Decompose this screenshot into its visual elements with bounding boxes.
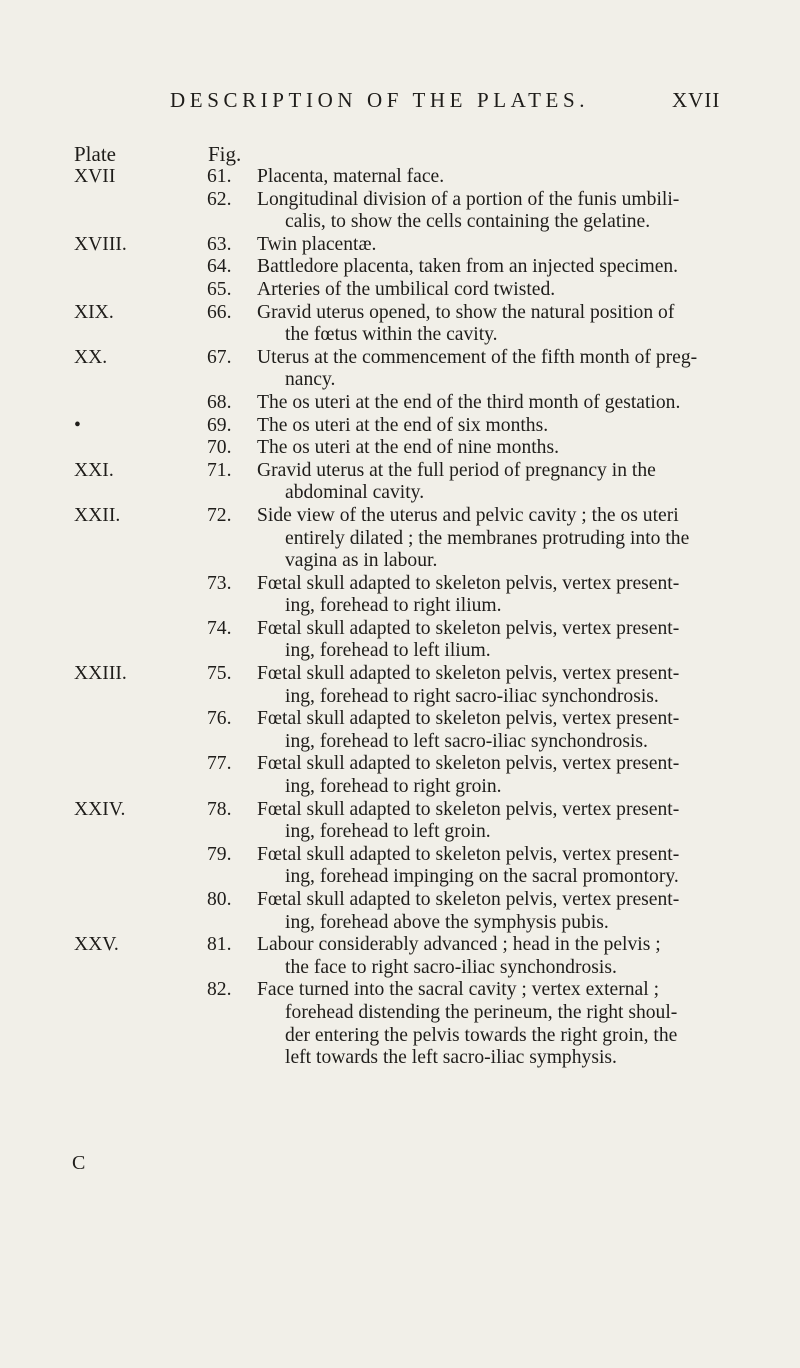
- plate-number: XXIV.: [74, 798, 126, 820]
- description-line: Fœtal skull adapted to skeleton pelvis, vertex present-: [257, 617, 680, 639]
- figure-number: 82.: [207, 979, 232, 1001]
- figure-number: 63.: [207, 233, 232, 255]
- list-item: [0, 234, 800, 257]
- figure-description: [257, 279, 715, 302]
- description-line: Gravid uterus opened, to show the natural position of: [257, 301, 675, 323]
- figure-number: 62.: [207, 188, 232, 210]
- figure-description: [257, 460, 715, 505]
- list-item: [0, 279, 800, 302]
- description-continuation: nancy.: [285, 369, 336, 391]
- figure-description: [257, 437, 715, 460]
- running-title: DESCRIPTION OF THE PLATES.: [170, 88, 590, 112]
- list-item: [0, 505, 800, 573]
- description-line: Fœtal skull adapted to skeleton pelvis, vertex present-: [257, 843, 680, 865]
- description-line: The os uteri at the end of six months.: [257, 414, 549, 436]
- list-item: [0, 347, 800, 392]
- figure-description: [257, 505, 715, 573]
- plate-number: XX.: [74, 346, 108, 368]
- list-item: [0, 799, 800, 844]
- list-item: [0, 844, 800, 889]
- description-continuation: ing, forehead impinging on the sacral promontory.: [285, 866, 679, 888]
- plate-number: XXV.: [74, 934, 119, 956]
- list-item: [0, 663, 800, 708]
- description-line: The os uteri at the end of nine months.: [257, 437, 560, 459]
- description-line: The os uteri at the end of the third month of gestation.: [257, 391, 681, 413]
- description-line: Face turned into the sacral cavity ; vertex external ;: [257, 979, 660, 1001]
- description-line: Battledore placenta, taken from an injected specimen.: [257, 256, 679, 278]
- signature-mark: C: [72, 1152, 86, 1174]
- figure-number: 69.: [207, 414, 232, 436]
- description-continuation: abdominal cavity.: [285, 482, 425, 504]
- figure-number: 77.: [207, 753, 232, 775]
- description-continuation: calis, to show the cells containing the gelatine.: [285, 211, 651, 233]
- figure-description: [257, 189, 715, 234]
- list-item: [0, 415, 800, 438]
- figure-description: [257, 166, 715, 189]
- description-line: Placenta, maternal face.: [257, 166, 445, 187]
- page-number: XVII: [672, 88, 721, 112]
- figure-number: 75.: [207, 663, 232, 685]
- figure-number: 78.: [207, 798, 232, 820]
- figure-description: [257, 889, 715, 934]
- list-item: [0, 256, 800, 279]
- figure-description: [257, 708, 715, 753]
- figure-number: 67.: [207, 346, 232, 368]
- list-item: [0, 460, 800, 505]
- plate-number: XXII.: [74, 504, 121, 526]
- plate-number: XIX.: [74, 301, 114, 323]
- plate-number: XVII: [74, 166, 116, 187]
- list-item: [0, 573, 800, 618]
- figure-number: 74.: [207, 617, 232, 639]
- plate-number: XVIII.: [74, 233, 127, 255]
- figure-number: 81.: [207, 934, 232, 956]
- figure-description: [257, 234, 715, 257]
- figure-number: 73.: [207, 572, 232, 594]
- list-item: [0, 979, 800, 1069]
- description-continuation: der entering the pelvis towards the right groin, the: [285, 1024, 678, 1046]
- description-continuation: ing, forehead to right sacro-iliac synchondrosis.: [285, 685, 659, 707]
- figure-description: [257, 347, 715, 392]
- description-line: Longitudinal division of a portion of the funis umbili-: [257, 188, 680, 210]
- figure-number: 80.: [207, 889, 232, 910]
- figure-number: 61.: [207, 166, 232, 187]
- list-item: [0, 618, 800, 663]
- description-line: Fœtal skull adapted to skeleton pelvis, vertex present-: [257, 798, 680, 820]
- description-line: Labour considerably advanced ; head in the pelvis ;: [257, 934, 661, 956]
- description-continuation: the fœtus within the cavity.: [285, 324, 498, 346]
- description-line: Twin placentæ.: [257, 233, 377, 255]
- list-item: [0, 166, 800, 189]
- figure-number: 64.: [207, 256, 232, 278]
- description-continuation: entirely dilated ; the membranes protruding into the: [285, 527, 690, 549]
- description-continuation: ing, forehead to left sacro-iliac synchondrosis.: [285, 730, 648, 752]
- description-line: Fœtal skull adapted to skeleton pelvis, vertex present-: [257, 708, 680, 730]
- figure-description: [257, 573, 715, 618]
- fig-column-heading: Fig.: [208, 142, 242, 166]
- figure-description: [257, 753, 715, 798]
- description-line: Arteries of the umbilical cord twisted.: [257, 278, 556, 300]
- figure-number: 76.: [207, 708, 232, 730]
- description-line: Uterus at the commencement of the fifth month of preg-: [257, 346, 698, 368]
- description-continuation: the face to right sacro-iliac synchondrosis.: [285, 956, 617, 978]
- figure-description: [257, 302, 715, 347]
- list-item: [0, 437, 800, 460]
- page-header: [0, 88, 800, 114]
- figure-description: [257, 392, 715, 415]
- figure-description: [257, 618, 715, 663]
- figure-number: 70.: [207, 437, 232, 459]
- description-continuation: ing, forehead to left ilium.: [285, 640, 491, 662]
- figure-number: 72.: [207, 504, 232, 526]
- figure-number: 65.: [207, 278, 232, 300]
- description-line: Side view of the uterus and pelvic cavity ; the os uteri: [257, 504, 679, 526]
- figure-number: 68.: [207, 391, 232, 413]
- list-item: [0, 392, 800, 415]
- list-item: [0, 934, 800, 979]
- description-continuation: ing, forehead above the symphysis pubis.: [285, 911, 609, 933]
- list-item: [0, 889, 800, 934]
- figure-number: 71.: [207, 459, 232, 481]
- description-line: Fœtal skull adapted to skeleton pelvis, vertex present-: [257, 663, 680, 685]
- figure-description: [257, 844, 715, 889]
- list-item: [0, 302, 800, 347]
- description-line: Fœtal skull adapted to skeleton pelvis, vertex present-: [257, 572, 680, 594]
- description-continuation: vagina as in labour.: [285, 550, 438, 572]
- figure-number: 66.: [207, 301, 232, 323]
- figure-number: 79.: [207, 843, 232, 865]
- figure-description: [257, 799, 715, 844]
- plate-column-heading: Plate: [74, 142, 116, 166]
- description-continuation: left towards the left sacro-iliac symphysis.: [285, 1047, 617, 1069]
- figure-description: [257, 663, 715, 708]
- description-continuation: ing, forehead to right groin.: [285, 776, 502, 798]
- plate-list: [0, 166, 800, 1070]
- description-line: Fœtal skull adapted to skeleton pelvis, vertex present-: [257, 889, 680, 910]
- figure-description: [257, 415, 715, 438]
- description-continuation: forehead distending the perineum, the right shoul-: [285, 1001, 678, 1023]
- description-continuation: ing, forehead to left groin.: [285, 821, 491, 843]
- description-line: Fœtal skull adapted to skeleton pelvis, vertex present-: [257, 753, 680, 775]
- figure-description: [257, 979, 715, 1069]
- plate-number: XXIII.: [74, 663, 127, 685]
- figure-description: [257, 256, 715, 279]
- list-item: [0, 753, 800, 798]
- list-item: [0, 189, 800, 234]
- plate-number: XXI.: [74, 459, 114, 481]
- description-continuation: ing, forehead to right ilium.: [285, 595, 502, 617]
- description-line: Gravid uterus at the full period of pregnancy in the: [257, 459, 656, 481]
- list-item: [0, 708, 800, 753]
- figure-description: [257, 934, 715, 979]
- plate-number: •: [74, 414, 81, 436]
